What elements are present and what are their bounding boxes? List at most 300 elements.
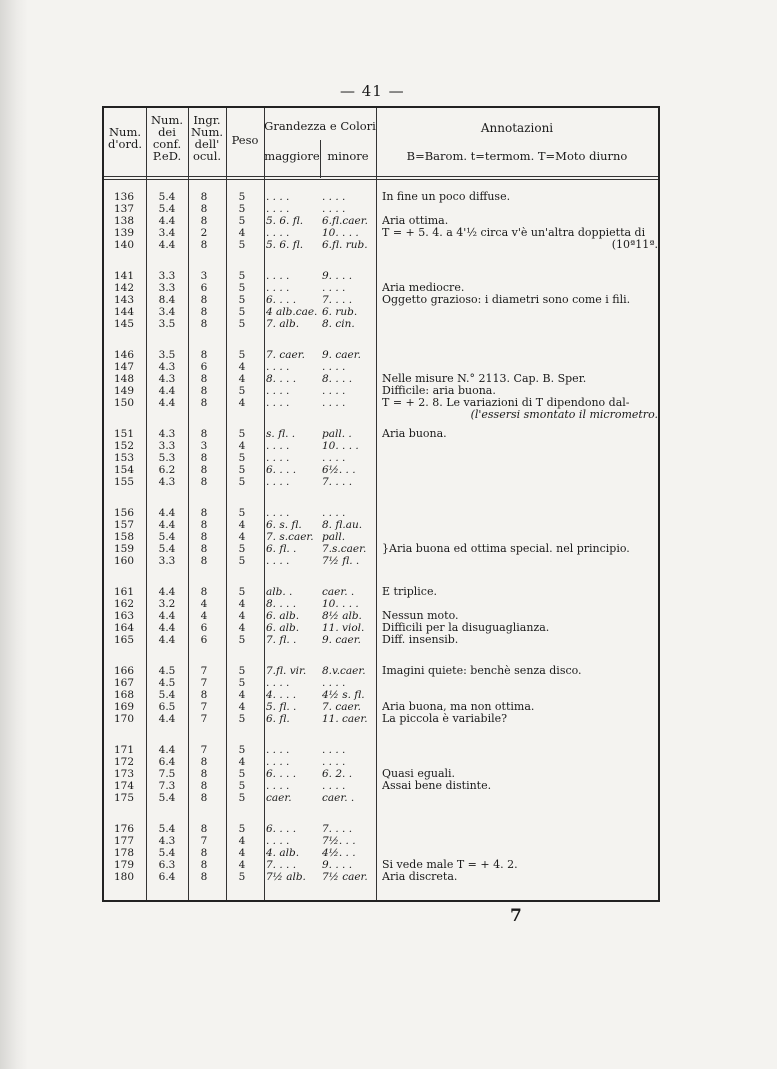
cell-num-ord: 144 — [113, 306, 135, 318]
cell-num-conf: 6.3 — [158, 859, 176, 871]
cell-minore: . . . . — [322, 507, 346, 519]
cell-ingr: 8 — [200, 349, 208, 361]
cell-num-ord: 179 — [113, 859, 135, 871]
cell-maggiore: 8. . . . — [266, 598, 297, 610]
cell-minore: 11. viol. — [322, 622, 365, 634]
cell-annotazione: Aria discreta. — [382, 871, 458, 883]
cell-num-ord: 172 — [113, 756, 135, 768]
table-row — [104, 586, 658, 598]
table-row — [104, 823, 658, 835]
cell-num-conf: 4.3 — [158, 373, 176, 385]
cell-ingr: 8 — [200, 543, 208, 555]
cell-annotazione: Nessun moto. — [382, 610, 459, 622]
cell-minore: caer. . — [322, 586, 355, 598]
table-row — [104, 701, 658, 713]
cell-num-conf: 5.3 — [158, 452, 176, 464]
cell-peso: 5 — [238, 385, 246, 397]
cell-num-ord: 155 — [113, 476, 135, 488]
cell-annotazione: (10ª11ª. — [611, 239, 658, 251]
cell-peso: 5 — [238, 823, 246, 835]
cell-maggiore: 6. . . . — [266, 464, 297, 476]
cell-num-ord: 177 — [113, 835, 135, 847]
observation-table — [102, 106, 660, 902]
table-row — [104, 713, 658, 725]
cell-minore: . . . . — [322, 191, 346, 203]
cell-maggiore: . . . . — [266, 677, 290, 689]
cell-ingr: 8 — [200, 847, 208, 859]
cell-minore: pall. — [322, 531, 346, 543]
cell-maggiore: . . . . — [266, 440, 290, 452]
cell-num-conf: 6.2 — [158, 464, 176, 476]
cell-num-ord: 148 — [113, 373, 135, 385]
cell-peso: 5 — [238, 871, 246, 883]
cell-minore: 6½. . . — [322, 464, 356, 476]
cell-num-conf: 4.4 — [158, 239, 176, 251]
cell-minore: . . . . — [322, 203, 346, 215]
cell-peso: 5 — [238, 428, 246, 440]
cell-maggiore: . . . . — [266, 203, 290, 215]
cell-maggiore: 6. . . . — [266, 823, 297, 835]
cell-num-ord: 150 — [113, 397, 135, 409]
cell-minore: . . . . — [322, 780, 346, 792]
cell-peso: 4 — [238, 756, 246, 768]
cell-maggiore: 7. caer. — [266, 349, 305, 361]
cell-num-conf: 3.2 — [158, 598, 176, 610]
cell-num-conf: 4.4 — [158, 519, 176, 531]
cell-minore: 7. . . . — [322, 823, 353, 835]
cell-maggiore: 4. . . . — [266, 689, 297, 701]
cell-peso: 4 — [238, 622, 246, 634]
cell-peso: 5 — [238, 349, 246, 361]
cell-minore: . . . . — [322, 385, 346, 397]
cell-num-conf: 4.3 — [158, 428, 176, 440]
cell-annotazione: Aria ottima. — [382, 215, 449, 227]
header-rule — [104, 179, 658, 180]
cell-num-conf: 5.4 — [158, 203, 176, 215]
table-row — [104, 792, 658, 804]
cell-annotazione: T = + 2. 8. Le variazioni di T dipendono dal- — [382, 397, 630, 409]
cell-minore: . . . . — [322, 282, 346, 294]
cell-maggiore: 4. alb. — [266, 847, 300, 859]
cell-maggiore: 6. fl. . — [266, 543, 297, 555]
cell-minore: 9. caer. — [322, 349, 361, 361]
cell-peso: 5 — [238, 452, 246, 464]
table-row — [104, 835, 658, 847]
cell-num-ord: 145 — [113, 318, 135, 330]
cell-peso: 5 — [238, 507, 246, 519]
cell-maggiore: 5. 6. fl. — [266, 239, 304, 251]
cell-num-conf: 7.3 — [158, 780, 176, 792]
cell-num-conf: 4.3 — [158, 361, 176, 373]
cell-peso: 4 — [238, 227, 246, 239]
cell-maggiore: 5. 6. fl. — [266, 215, 304, 227]
cell-ingr: 7 — [200, 665, 208, 677]
cell-num-ord: 169 — [113, 701, 135, 713]
cell-num-conf: 4.3 — [158, 835, 176, 847]
table-row — [104, 409, 658, 421]
cell-peso: 5 — [238, 713, 246, 725]
cell-maggiore: alb. . — [266, 586, 293, 598]
table-row — [104, 318, 658, 330]
cell-num-ord: 147 — [113, 361, 135, 373]
header-ingr: Ingr. Num. dell' ocul. — [190, 113, 224, 163]
cell-num-conf: 6.4 — [158, 756, 176, 768]
cell-ingr: 3 — [200, 440, 208, 452]
cell-maggiore: . . . . — [266, 476, 290, 488]
cell-peso: 5 — [238, 792, 246, 804]
cell-maggiore: 7. alb. — [266, 318, 300, 330]
cell-num-conf: 3.4 — [158, 306, 176, 318]
cell-annotazione: Oggetto grazioso: i diametri sono come i fili. — [382, 294, 631, 306]
cell-num-ord: 139 — [113, 227, 135, 239]
table-row — [104, 294, 658, 306]
cell-num-conf: 7.5 — [158, 768, 176, 780]
table-row — [104, 768, 658, 780]
cell-num-conf: 4.4 — [158, 610, 176, 622]
cell-num-conf: 3.3 — [158, 270, 176, 282]
cell-ingr: 8 — [200, 586, 208, 598]
table-row — [104, 634, 658, 646]
table-row — [104, 744, 658, 756]
cell-peso: 5 — [238, 203, 246, 215]
cell-ingr: 8 — [200, 373, 208, 385]
table-row — [104, 385, 658, 397]
cell-num-conf: 4.3 — [158, 476, 176, 488]
cell-peso: 5 — [238, 665, 246, 677]
cell-num-ord: 140 — [113, 239, 135, 251]
cell-num-ord: 167 — [113, 677, 135, 689]
cell-num-conf: 5.4 — [158, 823, 176, 835]
cell-annotazione: In fine un poco diffuse. — [382, 191, 511, 203]
cell-minore: 10. . . . — [322, 227, 359, 239]
cell-ingr: 4 — [200, 610, 208, 622]
cell-ingr: 2 — [200, 227, 208, 239]
cell-annotazione: Difficile: aria buona. — [382, 385, 496, 397]
cell-ingr: 8 — [200, 239, 208, 251]
cell-ingr: 8 — [200, 871, 208, 883]
table-row — [104, 464, 658, 476]
cell-peso: 5 — [238, 476, 246, 488]
cell-maggiore: . . . . — [266, 507, 290, 519]
cell-minore: pall. . — [322, 428, 352, 440]
cell-maggiore: . . . . — [266, 780, 290, 792]
table-row — [104, 397, 658, 409]
cell-num-conf: 3.3 — [158, 440, 176, 452]
cell-minore: 6. rub. — [322, 306, 358, 318]
cell-ingr: 8 — [200, 792, 208, 804]
cell-peso: 4 — [238, 361, 246, 373]
cell-ingr: 6 — [200, 634, 208, 646]
cell-minore: . . . . — [322, 361, 346, 373]
cell-minore: 6.fl. rub. — [322, 239, 368, 251]
table-row — [104, 507, 658, 519]
table-row — [104, 519, 658, 531]
cell-peso: 5 — [238, 555, 246, 567]
cell-minore: 6. 2. . — [322, 768, 353, 780]
cell-num-ord: 162 — [113, 598, 135, 610]
cell-num-conf: 4.4 — [158, 215, 176, 227]
cell-peso: 4 — [238, 859, 246, 871]
cell-peso: 4 — [238, 397, 246, 409]
header-legend: B=Barom. t=termom. T=Moto diurno — [406, 149, 628, 163]
cell-ingr: 8 — [200, 476, 208, 488]
table-row — [104, 282, 658, 294]
cell-minore: 8. . . . — [322, 373, 353, 385]
cell-peso: 4 — [238, 835, 246, 847]
cell-maggiore: 7. fl. . — [266, 634, 297, 646]
cell-maggiore: . . . . — [266, 270, 290, 282]
cell-num-ord: 175 — [113, 792, 135, 804]
table-row — [104, 306, 658, 318]
cell-num-ord: 136 — [113, 191, 135, 203]
cell-maggiore: . . . . — [266, 555, 290, 567]
table-row — [104, 689, 658, 701]
table-row — [104, 756, 658, 768]
header-peso: Peso — [231, 133, 259, 147]
cell-num-ord: 160 — [113, 555, 135, 567]
header-annotazioni: Annotazioni — [480, 121, 554, 135]
cell-num-conf: 3.5 — [158, 349, 176, 361]
cell-ingr: 8 — [200, 318, 208, 330]
cell-peso: 5 — [238, 294, 246, 306]
cell-num-ord: 164 — [113, 622, 135, 634]
cell-minore: . . . . — [322, 677, 346, 689]
cell-maggiore: . . . . — [266, 756, 290, 768]
cell-ingr: 8 — [200, 215, 208, 227]
cell-maggiore: . . . . — [266, 227, 290, 239]
header-num-conf: Num. dei conf. P.eD. — [150, 113, 184, 163]
table-row — [104, 361, 658, 373]
cell-annotazione: Aria buona. — [382, 428, 447, 440]
cell-maggiore: . . . . — [266, 452, 290, 464]
cell-annotazione: Difficili per la disuguaglianza. — [382, 622, 550, 634]
cell-annotazione: Nelle misure N.° 2113. Cap. B. Sper. — [382, 373, 587, 385]
cell-minore: 10. . . . — [322, 598, 359, 610]
table-row — [104, 543, 658, 555]
cell-minore: 8.v.caer. — [322, 665, 366, 677]
cell-maggiore: . . . . — [266, 282, 290, 294]
cell-minore: 7½ fl. . — [322, 555, 360, 567]
cell-maggiore: 6. s. fl. — [266, 519, 302, 531]
cell-maggiore: 7½ alb. — [266, 871, 306, 883]
cell-ingr: 8 — [200, 191, 208, 203]
cell-minore: 9. . . . — [322, 859, 353, 871]
cell-num-ord: 157 — [113, 519, 135, 531]
cell-peso: 5 — [238, 270, 246, 282]
cell-peso: 4 — [238, 847, 246, 859]
cell-num-conf: 8.4 — [158, 294, 176, 306]
cell-ingr: 8 — [200, 306, 208, 318]
cell-ingr: 3 — [200, 270, 208, 282]
cell-ingr: 8 — [200, 768, 208, 780]
table-row — [104, 440, 658, 452]
cell-num-ord: 180 — [113, 871, 135, 883]
cell-peso: 5 — [238, 191, 246, 203]
cell-num-conf: 3.3 — [158, 555, 176, 567]
header-minore: minore — [327, 149, 369, 163]
cell-num-ord: 170 — [113, 713, 135, 725]
cell-ingr: 8 — [200, 452, 208, 464]
cell-maggiore: . . . . — [266, 361, 290, 373]
cell-num-ord: 178 — [113, 847, 135, 859]
cell-annotazione: È triplice. — [382, 586, 437, 598]
table-row — [104, 610, 658, 622]
cell-num-conf: 4.4 — [158, 744, 176, 756]
cell-ingr: 7 — [200, 677, 208, 689]
cell-annotazione: Imagini quiete: benchè senza disco. — [382, 665, 582, 677]
cell-minore: 10. . . . — [322, 440, 359, 452]
cell-num-conf: 4.5 — [158, 677, 176, 689]
cell-peso: 4 — [238, 373, 246, 385]
cell-ingr: 6 — [200, 361, 208, 373]
cell-minore: caer. . — [322, 792, 355, 804]
cell-num-ord: 166 — [113, 665, 135, 677]
cell-ingr: 6 — [200, 622, 208, 634]
header-rule — [104, 176, 658, 177]
cell-peso: 5 — [238, 634, 246, 646]
cell-peso: 5 — [238, 464, 246, 476]
table-row — [104, 622, 658, 634]
cell-annotazione: Quasi eguali. — [382, 768, 456, 780]
cell-ingr: 7 — [200, 701, 208, 713]
cell-maggiore: 6. alb. — [266, 622, 300, 634]
cell-num-conf: 3.4 — [158, 227, 176, 239]
cell-minore: 8½ alb. — [322, 610, 362, 622]
cell-num-conf: 6.5 — [158, 701, 176, 713]
table-row — [104, 428, 658, 440]
cell-num-conf: 4.4 — [158, 586, 176, 598]
cell-ingr: 8 — [200, 397, 208, 409]
table-row — [104, 215, 658, 227]
cell-peso: 5 — [238, 215, 246, 227]
cell-annotazione: T = + 5. 4. a 4'½ circa v'è un'altra doppietta di — [382, 227, 646, 239]
cell-ingr: 7 — [200, 713, 208, 725]
table-row — [104, 191, 658, 203]
cell-minore: 8. cin. — [322, 318, 355, 330]
cell-ingr: 8 — [200, 385, 208, 397]
cell-num-ord: 142 — [113, 282, 135, 294]
table-row — [104, 871, 658, 883]
cell-maggiore: 6. . . . — [266, 294, 297, 306]
cell-num-conf: 5.4 — [158, 847, 176, 859]
cell-maggiore: caer. — [266, 792, 292, 804]
cell-annotazione: Diff. insensib. — [382, 634, 459, 646]
cell-num-conf: 4.4 — [158, 507, 176, 519]
cell-annotazione: (l'essersi smontato il micrometro. — [470, 409, 658, 421]
table-row — [104, 555, 658, 567]
table-row — [104, 476, 658, 488]
cell-ingr: 8 — [200, 428, 208, 440]
cell-num-conf: 4.4 — [158, 713, 176, 725]
cell-num-conf: 5.4 — [158, 792, 176, 804]
cell-num-ord: 168 — [113, 689, 135, 701]
cell-peso: 4 — [238, 598, 246, 610]
table-row — [104, 373, 658, 385]
cell-num-ord: 163 — [113, 610, 135, 622]
cell-minore: 9. caer. — [322, 634, 361, 646]
table-row — [104, 531, 658, 543]
cell-maggiore: 6. fl. — [266, 713, 290, 725]
cell-ingr: 7 — [200, 835, 208, 847]
cell-minore: 7. caer. — [322, 701, 361, 713]
cell-num-conf: 5.4 — [158, 689, 176, 701]
cell-maggiore: 6. alb. — [266, 610, 300, 622]
cell-ingr: 8 — [200, 294, 208, 306]
cell-num-ord: 138 — [113, 215, 135, 227]
cell-maggiore: 4 alb.cae. — [266, 306, 318, 318]
cell-annotazione: Aria buona, ma non ottima. — [382, 701, 535, 713]
cell-ingr: 8 — [200, 464, 208, 476]
table-row — [104, 270, 658, 282]
cell-peso: 5 — [238, 318, 246, 330]
cell-num-conf: 4.5 — [158, 665, 176, 677]
cell-minore: 8. fl.au. — [322, 519, 363, 531]
cell-minore: 4½. . . — [322, 847, 356, 859]
cell-maggiore: 7. s.caer. — [266, 531, 314, 543]
cell-num-ord: 156 — [113, 507, 135, 519]
cell-num-ord: 153 — [113, 452, 135, 464]
cell-annotazione: Assai bene distinte. — [382, 780, 492, 792]
cell-ingr: 8 — [200, 823, 208, 835]
cell-minore: 9. . . . — [322, 270, 353, 282]
table-row — [104, 598, 658, 610]
cell-minore: 7½. . . — [322, 835, 356, 847]
cell-num-ord: 161 — [113, 586, 135, 598]
cell-num-conf: 5.4 — [158, 191, 176, 203]
cell-ingr: 8 — [200, 519, 208, 531]
cell-ingr: 8 — [200, 689, 208, 701]
cell-num-conf: 4.4 — [158, 634, 176, 646]
cell-num-ord: 165 — [113, 634, 135, 646]
cell-ingr: 8 — [200, 507, 208, 519]
cell-maggiore: s. fl. . — [266, 428, 296, 440]
cell-ingr: 7 — [200, 744, 208, 756]
cell-num-conf: 4.4 — [158, 622, 176, 634]
cell-maggiore: . . . . — [266, 835, 290, 847]
cell-annotazione: Aria mediocre. — [382, 282, 465, 294]
cell-num-ord: 146 — [113, 349, 135, 361]
table-row — [104, 859, 658, 871]
cell-peso: 5 — [238, 543, 246, 555]
table-row — [104, 349, 658, 361]
cell-ingr: 8 — [200, 756, 208, 768]
cell-ingr: 8 — [200, 859, 208, 871]
cell-peso: 5 — [238, 768, 246, 780]
cell-ingr: 8 — [200, 203, 208, 215]
cell-minore: 7½ caer. — [322, 871, 368, 883]
cell-num-ord: 152 — [113, 440, 135, 452]
table-row — [104, 847, 658, 859]
cell-num-ord: 171 — [113, 744, 135, 756]
cell-minore: 7. . . . — [322, 476, 353, 488]
table-row — [104, 677, 658, 689]
cell-num-ord: 176 — [113, 823, 135, 835]
cell-maggiore: . . . . — [266, 744, 290, 756]
cell-num-ord: 143 — [113, 294, 135, 306]
cell-minore: . . . . — [322, 397, 346, 409]
cell-peso: 4 — [238, 531, 246, 543]
cell-maggiore: 7.fl. vir. — [266, 665, 307, 677]
cell-minore: 11. caer. — [322, 713, 368, 725]
cell-maggiore: . . . . — [266, 397, 290, 409]
cell-num-ord: 158 — [113, 531, 135, 543]
cell-ingr: 4 — [200, 598, 208, 610]
cell-num-conf: 4.4 — [158, 385, 176, 397]
cell-peso: 5 — [238, 586, 246, 598]
page-number: — 41 — — [340, 82, 405, 100]
cell-minore: 7.s.caer. — [322, 543, 367, 555]
cell-minore: 7. . . . — [322, 294, 353, 306]
